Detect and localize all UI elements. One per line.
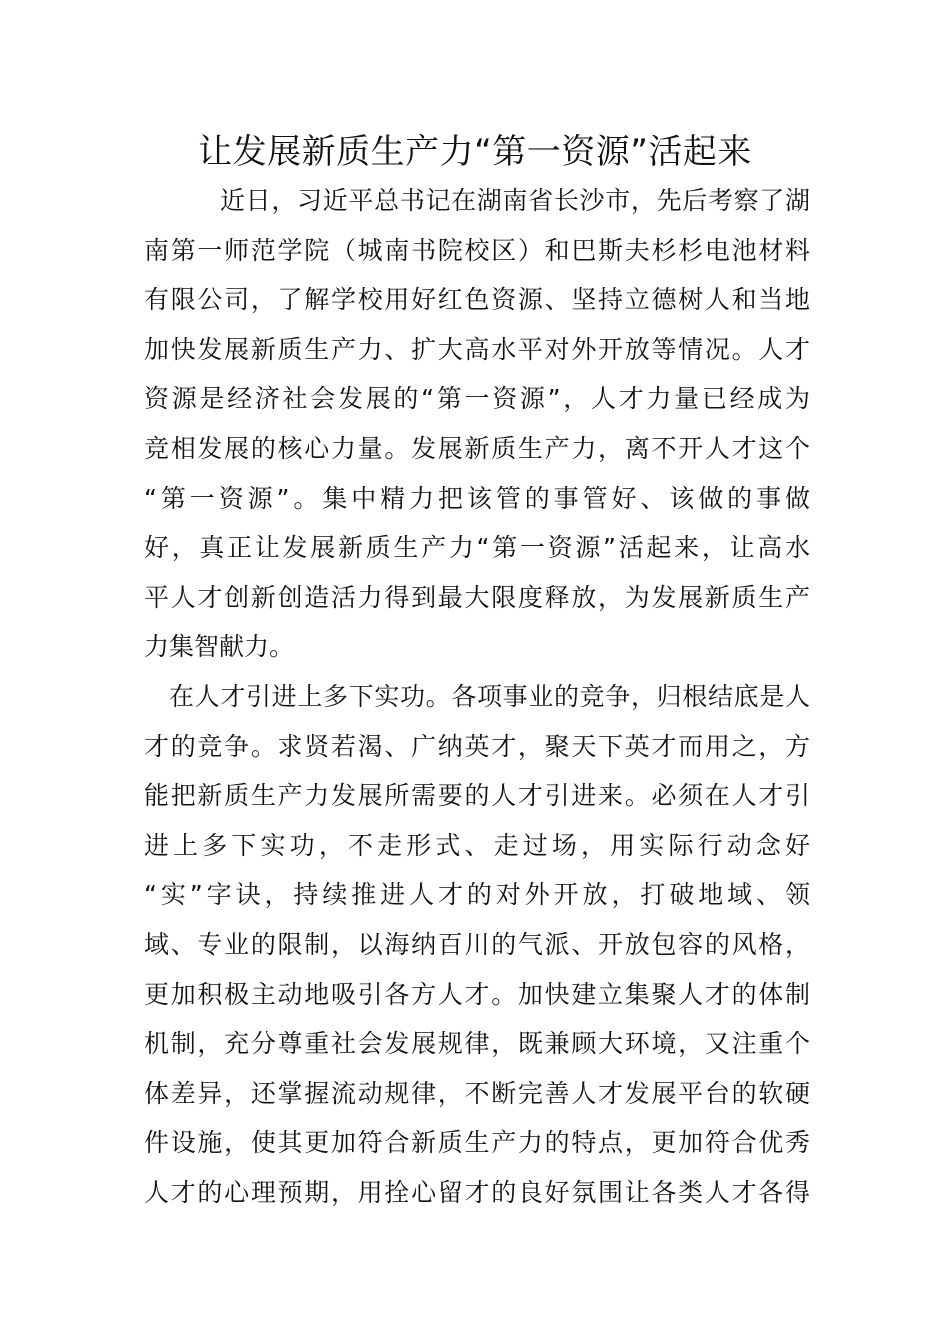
- paragraph-line: 加快发展新质生产力、扩大高水平对外开放等情况。人才: [144, 334, 810, 364]
- paragraph-line: 南第一师范学院（城南书院校区）和巴斯夫杉杉电池材料: [144, 235, 810, 265]
- paragraph-line: 才的竞争。求贤若渴、广纳英才，聚天下英才而用之，方: [144, 731, 810, 761]
- paragraph-line: 件设施，使其更加符合新质生产力的特点，更加符合优秀: [144, 1128, 810, 1158]
- paragraph-line: 更加积极主动地吸引各方人才。加快建立集聚人才的体制: [144, 979, 810, 1009]
- paragraph-line: 力集智献力。: [144, 632, 295, 662]
- paragraph-line: 域、专业的限制，以海纳百川的气派、开放包容的风格，: [144, 929, 810, 959]
- paragraph-line: 好，真正让发展新质生产力“第一资源”活起来，让高水: [144, 533, 810, 563]
- paragraph-line: 能把新质生产力发展所需要的人才引进来。必须在人才引: [144, 781, 810, 811]
- paragraph-line: 竞相发展的核心力量。发展新质生产力，离不开人才这个: [144, 433, 810, 463]
- paragraph-2: [144, 672, 810, 1218]
- paragraph-line: 资源是经济社会发展的“第一资源”，人才力量已经成为: [144, 384, 810, 414]
- paragraph-line: 人才的心理预期，用拴心留才的良好氛围让各类人才各得: [144, 1177, 810, 1207]
- paragraph-line: 体差异，还掌握流动规律，不断完善人才发展平台的软硬: [144, 1078, 810, 1108]
- paragraph-line: “实”字诀，持续推进人才的对外开放，打破地域、领: [144, 880, 810, 910]
- paragraph-line: 近日，习近平总书记在湖南省长沙市，先后考察了湖: [220, 186, 810, 215]
- document-title: 让发展新质生产力“第一资源”活起来: [198, 132, 752, 172]
- paragraph-1: [144, 176, 810, 672]
- paragraph-line: 进上多下实功，不走形式、走过场，用实际行动念好: [144, 830, 810, 860]
- paragraph-line: “第一资源”。集中精力把该管的事管好、该做的事做: [144, 483, 810, 513]
- paragraph-line: 在人才引进上多下实功。各项事业的竞争，归根结底是人: [169, 682, 810, 711]
- paragraph-line: 机制，充分尊重社会发展规律，既兼顾大环境，又注重个: [144, 1029, 810, 1059]
- paragraph-line: 有限公司，了解学校用好红色资源、坚持立德树人和当地: [144, 285, 810, 315]
- paragraph-line: 平人才创新创造活力得到最大限度释放，为发展新质生产: [144, 582, 810, 612]
